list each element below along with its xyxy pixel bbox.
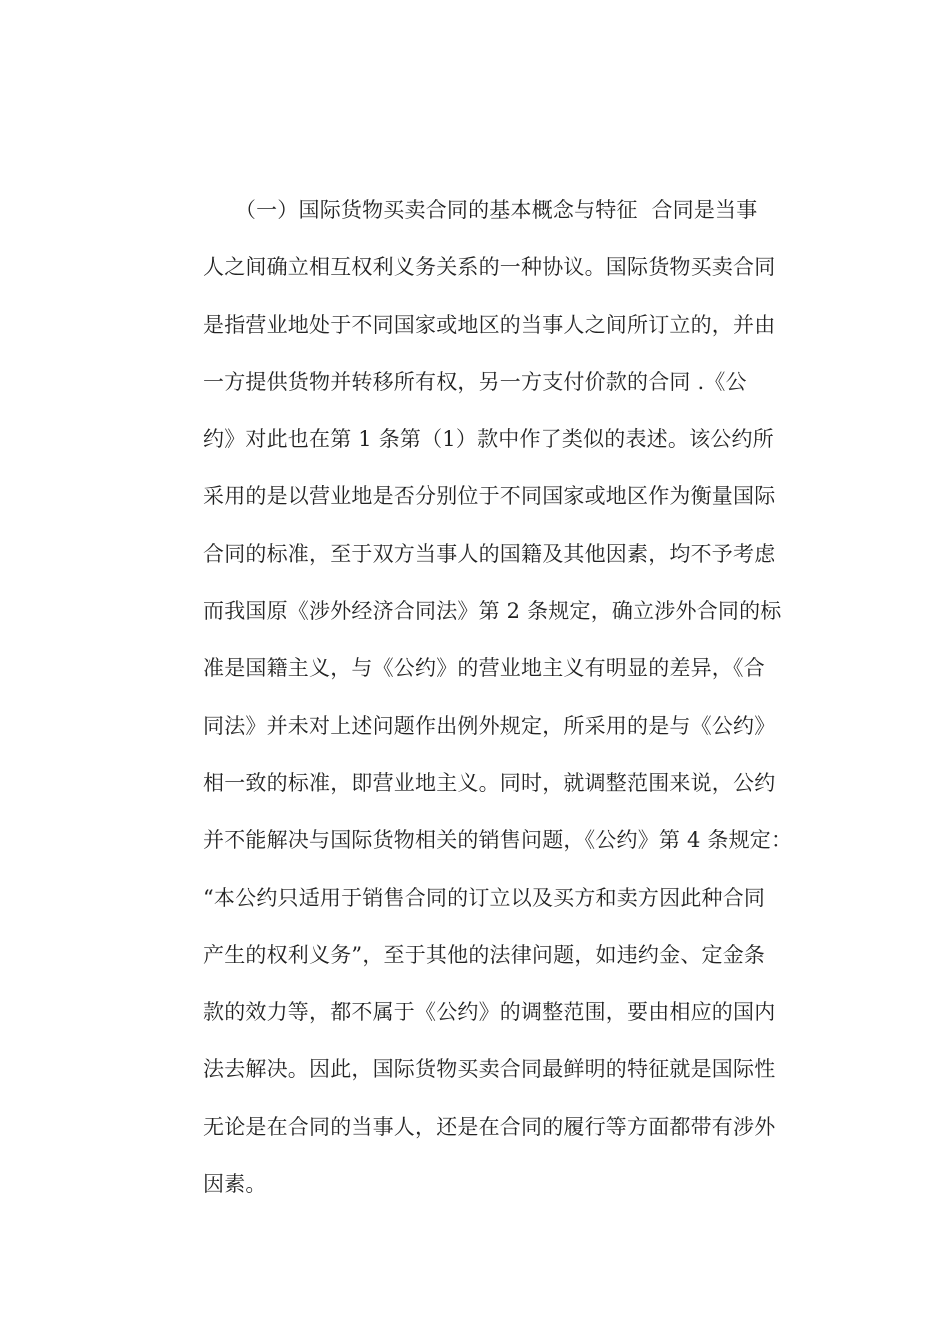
text-line: 因素。 (203, 1172, 267, 1197)
text-line: 并不能解决与国际货物相关的销售问题，《公约》第 4 条规定： (203, 828, 793, 853)
text-line: 法去解决。因此，国际货物买卖合同最鲜明的特征就是国际性 (203, 1057, 776, 1082)
text-line: “本公约只适用于销售合同的订立以及买方和卖方因此种合同 (203, 885, 766, 910)
text-line: 同法》并未对上述问题作出例外规定，所采用的是与《公约》 (203, 713, 776, 738)
text-line: 准是国籍主义，与《公约》的营业地主义有明显的差异，《合 (203, 656, 765, 681)
text-line: 采用的是以营业地是否分别位于不同国家或地区作为衡量国际 (203, 484, 776, 509)
text-line: 约》对此也在第 1 条第（1）款中作了类似的表述。该公约所 (203, 427, 774, 452)
body-paragraph (203, 190, 823, 1221)
text-line: 一方提供货物并转移所有权，另一方支付价款的合同 .《公 (203, 369, 747, 394)
text-line: 产生的权利义务”，至于其他的法律问题，如违约金、定金条 (203, 942, 766, 967)
text-line: 合同的标准，至于双方当事人的国籍及其他因素，均不予考虑 (203, 541, 776, 566)
text-line: （一）国际货物买卖合同的基本概念与特征 合同是当事 (203, 198, 758, 222)
text-line: 人之间确立相互权利义务关系的一种协议。国际货物买卖合同 (203, 255, 776, 280)
text-line: 无论是在合同的当事人，还是在合同的履行等方面都带有涉外 (203, 1114, 776, 1139)
text-line: 款的效力等，都不属于《公约》的调整范围，要由相应的国内 (203, 1000, 776, 1025)
text-line: 而我国原《涉外经济合同法》第 2 条规定，确立涉外合同的标 (203, 599, 782, 624)
text-line: 是指营业地处于不同国家或地区的当事人之间所订立的，并由 (203, 312, 776, 337)
text-line: 相一致的标准，即营业地主义。同时，就调整范围来说，公约 (203, 770, 776, 795)
